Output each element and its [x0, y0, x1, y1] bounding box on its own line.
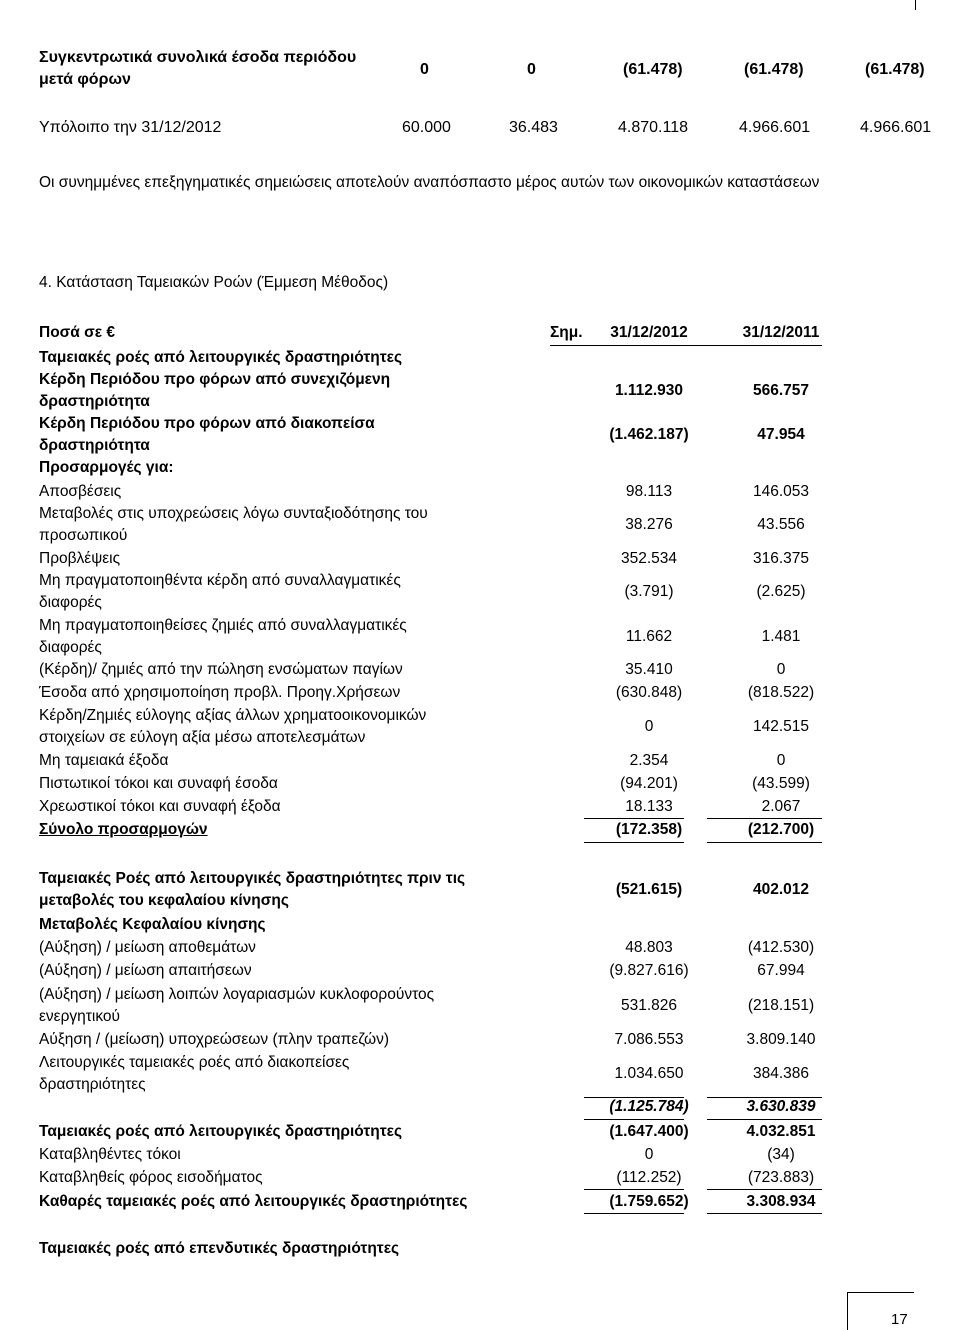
value-2011: 47.954 — [757, 426, 805, 443]
value-2012: 98.113 — [625, 483, 673, 500]
value-2011: 566.757 — [752, 382, 810, 399]
row-label: Ταμειακές ροές από λειτουργικές δραστηριότητες — [39, 1123, 403, 1140]
value-2011: (818.522) — [747, 684, 815, 701]
row-label: Καταβληθέντες τόκοι — [39, 1146, 181, 1163]
row-label: Έσοδα από χρησιμοποίηση προβλ. Προηγ.Χρήσεων — [39, 684, 401, 701]
balance-value-1: 60.000 — [402, 119, 451, 136]
row-label — [39, 369, 489, 413]
value-2012: 0 — [644, 1146, 654, 1163]
table-row — [39, 413, 822, 457]
value-2011: 402.012 — [752, 881, 810, 898]
value-2011: 142.515 — [752, 718, 810, 735]
value-2011: 3.630.839 — [746, 1098, 816, 1115]
value-2011: 1.481 — [761, 628, 801, 645]
value-2011: (723.883) — [747, 1169, 815, 1186]
row-label: Προσαρμογές για: — [39, 459, 174, 476]
table-row — [39, 369, 822, 413]
row-label-line2: δραστηριότητα — [39, 393, 150, 410]
row-label: (Αύξηση) / μείωση αποθεμάτων — [39, 939, 256, 956]
row-label-line1: Λειτουργικές ταμειακές ροές από διακοπείσες — [39, 1054, 350, 1071]
working-capital-total-rule-2011 — [707, 1119, 822, 1120]
value-2011: 146.053 — [752, 483, 810, 500]
value-2011: 4.032.851 — [746, 1123, 816, 1140]
row-label — [39, 570, 489, 614]
row-label: Ταμειακές ροές από επενδυτικές δραστηριότητες — [39, 1240, 400, 1257]
value-2012: 1.112.930 — [614, 382, 684, 399]
value-2011: 67.994 — [757, 962, 805, 979]
balance-label: Υπόλοιπο την 31/12/2012 — [39, 119, 222, 136]
value-2011: 384.386 — [752, 1065, 810, 1082]
balance-value-3: 4.870.118 — [618, 119, 688, 136]
row-label-line1: Κέρδη Περιόδου προ φόρων από συνεχιζόμενη — [39, 371, 391, 388]
value-2012: 2.354 — [629, 752, 669, 769]
section-title: 4. Κατάσταση Ταμειακών Ροών (Έμμεση Μέθοδος) — [39, 274, 389, 291]
table-row — [39, 503, 822, 547]
row-label — [39, 503, 489, 547]
total-rule-2011 — [707, 842, 822, 843]
table-row — [39, 570, 822, 614]
row-label: (Κέρδη)/ ζημιές από την πώληση ενσώματων παγίων — [39, 661, 403, 678]
row-label-line2: διαφορές — [39, 594, 102, 611]
net-total-rule-2011 — [707, 1213, 822, 1214]
row-label-line1: Κέρδη Περιόδου προ φόρων από διακοπείσα — [39, 415, 375, 432]
value-2012: 18.133 — [625, 798, 673, 815]
value-2012: 11.662 — [625, 628, 673, 645]
value-2012: (1.125.784) — [609, 1098, 689, 1115]
value-2011: (34) — [767, 1146, 795, 1163]
value-2011: 43.556 — [757, 516, 805, 533]
value-2012: (94.201) — [620, 775, 678, 792]
value-2011: 316.375 — [752, 550, 810, 567]
row-label — [39, 868, 519, 912]
value-2012: 1.034.650 — [614, 1065, 684, 1082]
balance-value-2: 36.483 — [509, 119, 558, 136]
value-2012: 352.534 — [620, 550, 678, 567]
net-rule-2011 — [707, 1189, 822, 1190]
table-row — [39, 1052, 822, 1096]
value-2012: (9.827.616) — [609, 962, 689, 979]
total-income-value-1: 0 — [420, 61, 429, 78]
row-label-line1: (Αύξηση) / μείωση λοιπών λογαριασμών κυκλοφορούντος — [39, 986, 435, 1003]
total-income-value-4: (61.478) — [744, 61, 804, 78]
row-label — [39, 615, 489, 659]
row-label-line2: διαφορές — [39, 639, 102, 656]
total-income-value-2: 0 — [527, 61, 536, 78]
value-2011: (2.625) — [756, 583, 806, 600]
balance-value-4: 4.966.601 — [739, 119, 811, 136]
value-2012: (1.759.652) — [609, 1193, 689, 1210]
row-label: Χρεωστικοί τόκοι και συναφή έξοδα — [39, 798, 281, 815]
page-number: 17 — [891, 1311, 908, 1328]
table-header — [39, 322, 822, 344]
header-rule — [550, 345, 822, 346]
row-label-line1: Μη πραγματοποιηθείσες ζημιές από συναλλαγματικές — [39, 617, 407, 634]
row-label-line2: δραστηριότητες — [39, 1076, 146, 1093]
value-2011: 0 — [776, 752, 786, 769]
row-label: Ταμειακές ροές από λειτουργικές δραστηριότητες — [39, 349, 403, 366]
value-2011: 2.067 — [761, 798, 801, 815]
table-row — [39, 615, 822, 659]
row-label — [39, 705, 489, 749]
row-label-line2: ενεργητικού — [39, 1008, 120, 1025]
row-label: Μεταβολές Κεφαλαίου κίνησης — [39, 916, 266, 933]
row-label — [39, 984, 489, 1028]
row-label: Καταβληθείς φόρος εισοδήματος — [39, 1169, 263, 1186]
value-2011: (212.700) — [747, 821, 815, 838]
row-label-line1: Κέρδη/Ζημιές εύλογης αξίας άλλων χρηματοοικονομικών — [39, 707, 427, 724]
total-income-label-line1: Συγκεντρωτικά συνολικά έσοδα περιόδου — [39, 49, 357, 66]
total-rule-2012 — [584, 842, 684, 843]
value-2011: 3.809.140 — [746, 1031, 816, 1048]
net-total-rule-2012 — [584, 1213, 684, 1214]
total-income-label-line2: μετά φόρων — [39, 71, 131, 88]
working-capital-total-rule-2012 — [584, 1119, 684, 1120]
table-row — [39, 868, 822, 912]
value-2012: (172.358) — [615, 821, 683, 838]
row-label: Αύξηση / (μείωση) υποχρεώσεων (πλην τραπεζών) — [39, 1031, 390, 1048]
column-header-2011: 31/12/2011 — [742, 324, 820, 341]
net-rule-2012 — [584, 1189, 684, 1190]
row-label — [39, 1052, 489, 1096]
table-row — [39, 984, 822, 1028]
notes-statement: Οι συνημμένες επεξηγηματικές σημειώσεις αποτελούν αναπόσπαστο μέρος αυτών των οικονομικών καταστάσεων — [39, 174, 820, 191]
table-row — [39, 705, 822, 749]
row-label-line2: προσωπικού — [39, 527, 128, 544]
value-2012: 48.803 — [625, 939, 673, 956]
value-2012: 531.826 — [620, 997, 678, 1014]
value-2012: (1.647.400) — [609, 1123, 689, 1140]
row-label: Σύνολο προσαρμογών — [39, 821, 208, 838]
value-2012: 35.410 — [625, 661, 673, 678]
row-label-line2: μεταβολές του κεφαλαίου κίνησης — [39, 892, 289, 909]
value-2012: (521.615) — [615, 881, 683, 898]
value-2012: (1.462.187) — [609, 426, 689, 443]
value-2012: (630.848) — [615, 684, 683, 701]
value-2011: (43.599) — [752, 775, 810, 792]
row-label: Μη ταμειακά έξοδα — [39, 752, 169, 769]
value-2012: 7.086.553 — [614, 1031, 684, 1048]
row-label: Καθαρές ταμειακές ροές από λειτουργικές δραστηριότητες — [39, 1193, 468, 1210]
value-2012: (112.252) — [616, 1169, 682, 1186]
row-label-line1: Μεταβολές στις υποχρεώσεις λόγω συνταξιοδότησης του — [39, 505, 428, 522]
value-2011: (412.530) — [747, 939, 815, 956]
row-label-line2: δραστηριότητα — [39, 437, 150, 454]
value-2011: 3.308.934 — [746, 1193, 816, 1210]
row-label: Προβλέψεις — [39, 550, 121, 567]
row-label: Αποσβέσεις — [39, 483, 122, 500]
total-income-value-3: (61.478) — [623, 61, 683, 78]
column-header-2012: 31/12/2012 — [610, 324, 688, 341]
row-label-line1: Ταμειακές Ροές από λειτουργικές δραστηριότητες πριν τις — [39, 870, 466, 887]
balance-value-5: 4.966.601 — [860, 119, 932, 136]
total-income-value-5: (61.478) — [865, 61, 925, 78]
row-label-line1: Μη πραγματοποιηθέντα κέρδη από συναλλαγματικές — [39, 572, 401, 589]
note-column-header: Σημ. — [550, 324, 583, 341]
row-label: Πιστωτικοί τόκοι και συναφή έσοδα — [39, 775, 278, 792]
value-2012: (3.791) — [624, 583, 674, 600]
value-2011: 0 — [776, 661, 786, 678]
value-2012: 38.276 — [625, 516, 673, 533]
row-label: (Αύξηση) / μείωση απαιτήσεων — [39, 962, 252, 979]
amounts-label: Ποσά σε € — [39, 324, 115, 341]
value-2011: (218.151) — [747, 997, 815, 1014]
row-label-line2: στοιχείων σε εύλογη αξία μέσω αποτελεσμάτων — [39, 729, 366, 746]
value-2012: 0 — [644, 718, 654, 735]
row-label — [39, 413, 489, 457]
